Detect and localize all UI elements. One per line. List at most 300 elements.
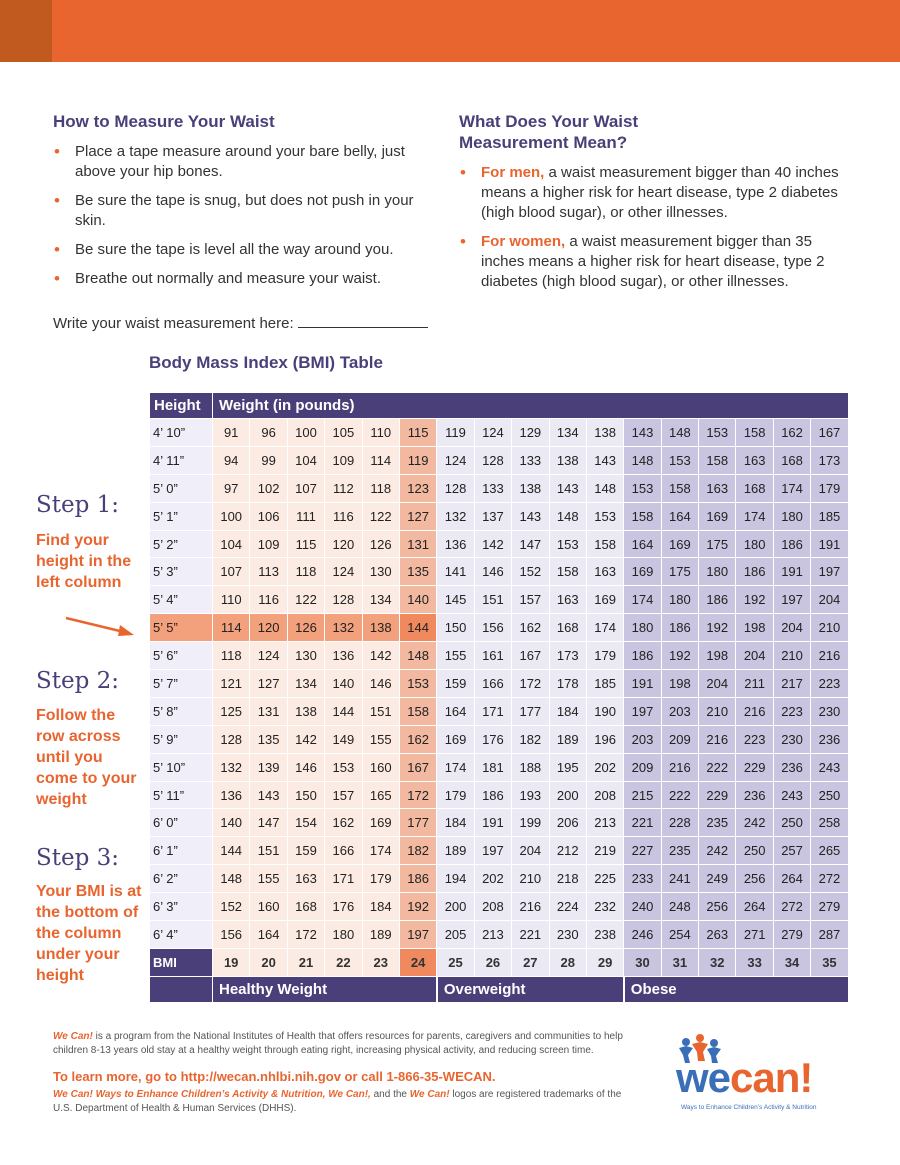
weight-cell: 182 bbox=[399, 837, 436, 865]
arrow-right-icon bbox=[64, 614, 136, 638]
weight-cell: 167 bbox=[512, 642, 549, 670]
weight-cell: 127 bbox=[399, 502, 436, 530]
weight-cell: 158 bbox=[736, 419, 773, 447]
category-label: Obese bbox=[624, 976, 848, 1002]
weight-cell: 166 bbox=[325, 837, 362, 865]
weight-cell: 158 bbox=[661, 474, 698, 502]
weight-cell: 191 bbox=[474, 809, 511, 837]
weight-cell: 163 bbox=[736, 446, 773, 474]
weight-cell: 238 bbox=[586, 921, 623, 949]
weight-cell: 162 bbox=[773, 419, 810, 447]
weight-cell: 263 bbox=[699, 921, 736, 949]
weight-cell: 186 bbox=[661, 614, 698, 642]
weight-cell: 153 bbox=[624, 474, 661, 502]
weight-cell: 203 bbox=[624, 725, 661, 753]
weight-cell: 168 bbox=[773, 446, 810, 474]
table-row bbox=[150, 725, 849, 753]
table-row bbox=[150, 502, 849, 530]
weight-cell: 104 bbox=[213, 530, 250, 558]
weight-cell: 148 bbox=[586, 474, 623, 502]
weight-cell: 229 bbox=[736, 753, 773, 781]
height-cell: 5’ 10” bbox=[150, 753, 213, 781]
height-cell: 6’ 0” bbox=[150, 809, 213, 837]
weight-cell: 210 bbox=[773, 642, 810, 670]
table-row bbox=[150, 642, 849, 670]
weight-cell: 162 bbox=[399, 725, 436, 753]
weight-cell: 240 bbox=[624, 893, 661, 921]
weight-cell: 208 bbox=[474, 893, 511, 921]
weight-cell: 148 bbox=[213, 865, 250, 893]
weight-cell: 110 bbox=[362, 419, 399, 447]
bmi-value: 26 bbox=[474, 948, 511, 976]
weight-cell: 126 bbox=[362, 530, 399, 558]
weight-cell: 140 bbox=[399, 586, 436, 614]
weight-cell: 243 bbox=[811, 753, 848, 781]
measure-item: • Be sure the tape is level all the way around you. bbox=[53, 240, 423, 260]
measure-item: • Place a tape measure around your bare belly, just above your hip bones. bbox=[53, 142, 423, 182]
weight-cell: 138 bbox=[512, 474, 549, 502]
weight-cell: 159 bbox=[287, 837, 324, 865]
height-cell: 6’ 3” bbox=[150, 893, 213, 921]
weight-cell: 164 bbox=[250, 921, 287, 949]
weight-cell: 248 bbox=[661, 893, 698, 921]
weight-cell: 148 bbox=[399, 642, 436, 670]
weight-cell: 179 bbox=[586, 642, 623, 670]
weight-cell: 196 bbox=[586, 725, 623, 753]
weight-cell: 202 bbox=[586, 753, 623, 781]
weight-cell: 116 bbox=[325, 502, 362, 530]
weight-cell: 185 bbox=[811, 502, 848, 530]
weight-cell: 169 bbox=[661, 530, 698, 558]
weight-cell: 186 bbox=[624, 642, 661, 670]
weight-cell: 143 bbox=[549, 474, 586, 502]
step-2-desc: Follow the row across until you come to your weight bbox=[36, 707, 137, 808]
table-row bbox=[150, 809, 849, 837]
weight-cell: 235 bbox=[699, 809, 736, 837]
weight-cell: 147 bbox=[250, 809, 287, 837]
weight-cell: 145 bbox=[437, 586, 474, 614]
weight-cell: 279 bbox=[773, 921, 810, 949]
weight-cell: 115 bbox=[287, 530, 324, 558]
weight-cell: 126 bbox=[287, 614, 324, 642]
weight-cell: 128 bbox=[474, 446, 511, 474]
weight-cell: 116 bbox=[250, 586, 287, 614]
weight-cell: 169 bbox=[586, 586, 623, 614]
weight-cell: 246 bbox=[624, 921, 661, 949]
table-row bbox=[150, 893, 849, 921]
weight-cell: 142 bbox=[287, 725, 324, 753]
bmi-value: 29 bbox=[586, 948, 623, 976]
table-row bbox=[150, 419, 849, 447]
weight-cell: 123 bbox=[399, 474, 436, 502]
bmi-label: BMI bbox=[150, 948, 213, 976]
weight-cell: 210 bbox=[699, 697, 736, 725]
weight-cell: 172 bbox=[287, 921, 324, 949]
weight-cell: 197 bbox=[773, 586, 810, 614]
height-cell: 5’ 9” bbox=[150, 725, 213, 753]
weight-cell: 138 bbox=[586, 419, 623, 447]
weight-cell: 181 bbox=[474, 753, 511, 781]
weight-cell: 136 bbox=[213, 781, 250, 809]
weight-cell: 150 bbox=[287, 781, 324, 809]
step-2-title: Step 2: bbox=[36, 668, 120, 694]
weight-cell: 264 bbox=[773, 865, 810, 893]
footer-text: is a program from the National Institutes of Health that offers resources for parents, caregivers and communities to help children 8-13 years old stay at a healthy weight through eating right, increasing physical activity, and reducing screen time. bbox=[53, 1031, 623, 1056]
weight-cell: 155 bbox=[250, 865, 287, 893]
bmi-value: 25 bbox=[437, 948, 474, 976]
weight-cell: 109 bbox=[250, 530, 287, 558]
weight-cell: 171 bbox=[474, 697, 511, 725]
weight-cell: 136 bbox=[437, 530, 474, 558]
weight-cell: 172 bbox=[399, 781, 436, 809]
weight-cell: 120 bbox=[325, 530, 362, 558]
weight-cell: 114 bbox=[362, 446, 399, 474]
height-cell: 5’ 11” bbox=[150, 781, 213, 809]
weight-cell: 131 bbox=[399, 530, 436, 558]
weight-cell: 148 bbox=[661, 419, 698, 447]
weight-cell: 279 bbox=[811, 893, 848, 921]
weight-cell: 130 bbox=[287, 642, 324, 670]
weight-cell: 208 bbox=[586, 781, 623, 809]
weight-cell: 151 bbox=[250, 837, 287, 865]
table-row bbox=[150, 865, 849, 893]
weight-cell: 190 bbox=[586, 697, 623, 725]
weight-cell: 241 bbox=[661, 865, 698, 893]
bmi-value: 22 bbox=[325, 948, 362, 976]
height-cell: 6’ 1” bbox=[150, 837, 213, 865]
weight-cell: 163 bbox=[549, 586, 586, 614]
weight-cell: 169 bbox=[437, 725, 474, 753]
bmi-table bbox=[149, 392, 849, 1003]
height-cell: 5’ 5” bbox=[150, 614, 213, 642]
weight-cell: 223 bbox=[773, 697, 810, 725]
weight-cell: 175 bbox=[699, 530, 736, 558]
measure-title: How to Measure Your Waist bbox=[53, 112, 275, 131]
weight-cell: 163 bbox=[287, 865, 324, 893]
height-cell: 5’ 3” bbox=[150, 558, 213, 586]
weight-cell: 216 bbox=[811, 642, 848, 670]
weight-cell: 186 bbox=[736, 558, 773, 586]
weight-cell: 191 bbox=[773, 558, 810, 586]
weight-cell: 154 bbox=[287, 809, 324, 837]
bmi-table-title: Body Mass Index (BMI) Table bbox=[149, 353, 383, 372]
step-1-title: Step 1: bbox=[36, 492, 120, 518]
weight-cell: 192 bbox=[736, 586, 773, 614]
weight-cell: 134 bbox=[362, 586, 399, 614]
weight-cell: 152 bbox=[213, 893, 250, 921]
weight-cell: 157 bbox=[512, 586, 549, 614]
weight-cell: 167 bbox=[811, 419, 848, 447]
weight-cell: 158 bbox=[699, 446, 736, 474]
weight-cell: 121 bbox=[213, 670, 250, 698]
height-cell: 4’ 10” bbox=[150, 419, 213, 447]
weight-cell: 144 bbox=[213, 837, 250, 865]
weight-cell: 236 bbox=[773, 753, 810, 781]
weight-cell: 198 bbox=[699, 642, 736, 670]
weight-cell: 243 bbox=[773, 781, 810, 809]
weight-cell: 119 bbox=[399, 446, 436, 474]
weight-cell: 272 bbox=[811, 865, 848, 893]
height-cell: 5’ 8” bbox=[150, 697, 213, 725]
weight-cell: 167 bbox=[399, 753, 436, 781]
weight-cell: 140 bbox=[325, 670, 362, 698]
weight-cell: 142 bbox=[474, 530, 511, 558]
weight-cell: 143 bbox=[250, 781, 287, 809]
category-blank bbox=[150, 976, 213, 1002]
weight-cell: 174 bbox=[437, 753, 474, 781]
weight-cell: 221 bbox=[624, 809, 661, 837]
weight-cell: 254 bbox=[661, 921, 698, 949]
weight-cell: 173 bbox=[811, 446, 848, 474]
weight-cell: 242 bbox=[699, 837, 736, 865]
weight-cell: 146 bbox=[362, 670, 399, 698]
weight-cell: 180 bbox=[773, 502, 810, 530]
weight-cell: 194 bbox=[437, 865, 474, 893]
weight-cell: 236 bbox=[736, 781, 773, 809]
table-row bbox=[150, 670, 849, 698]
weight-cell: 221 bbox=[512, 921, 549, 949]
weight-cell: 249 bbox=[699, 865, 736, 893]
weight-cell: 225 bbox=[586, 865, 623, 893]
weight-cell: 199 bbox=[512, 809, 549, 837]
weight-cell: 130 bbox=[362, 558, 399, 586]
weight-cell: 216 bbox=[661, 753, 698, 781]
weight-cell: 176 bbox=[325, 893, 362, 921]
weight-cell: 106 bbox=[250, 502, 287, 530]
weight-cell: 177 bbox=[512, 697, 549, 725]
weight-cell: 137 bbox=[474, 502, 511, 530]
weight-cell: 176 bbox=[474, 725, 511, 753]
weight-cell: 124 bbox=[474, 419, 511, 447]
weight-cell: 257 bbox=[773, 837, 810, 865]
bmi-value: 21 bbox=[287, 948, 324, 976]
weight-cell: 230 bbox=[773, 725, 810, 753]
weight-cell: 124 bbox=[437, 446, 474, 474]
weight-cell: 169 bbox=[624, 558, 661, 586]
trademark: We Can! Ways to Enhance Children’s Activity & Nutrition, We Can!, and the We Can! logos are registered trademarks of the U.S. Department of Health & Human Services (DHHS). bbox=[53, 1089, 622, 1114]
weight-cell: 132 bbox=[437, 502, 474, 530]
weight-cell: 197 bbox=[474, 837, 511, 865]
weight-cell: 153 bbox=[399, 670, 436, 698]
table-row bbox=[150, 837, 849, 865]
weight-cell: 132 bbox=[325, 614, 362, 642]
height-cell: 4’ 11” bbox=[150, 446, 213, 474]
weight-cell: 119 bbox=[437, 419, 474, 447]
weight-cell: 128 bbox=[325, 586, 362, 614]
bmi-value: 32 bbox=[699, 948, 736, 976]
weight-cell: 105 bbox=[325, 419, 362, 447]
weight-cell: 128 bbox=[437, 474, 474, 502]
weight-cell: 120 bbox=[250, 614, 287, 642]
weight-cell: 163 bbox=[586, 558, 623, 586]
weight-cell: 113 bbox=[250, 558, 287, 586]
weight-cell: 171 bbox=[325, 865, 362, 893]
height-header: Height bbox=[150, 393, 213, 419]
height-cell: 5’ 7” bbox=[150, 670, 213, 698]
bmi-value: 31 bbox=[661, 948, 698, 976]
weight-cell: 138 bbox=[287, 697, 324, 725]
weight-cell: 153 bbox=[325, 753, 362, 781]
weight-cell: 216 bbox=[736, 697, 773, 725]
weight-cell: 134 bbox=[287, 670, 324, 698]
weight-cell: 258 bbox=[811, 809, 848, 837]
weight-cell: 205 bbox=[437, 921, 474, 949]
weight-cell: 192 bbox=[699, 614, 736, 642]
weight-cell: 169 bbox=[699, 502, 736, 530]
weight-cell: 189 bbox=[362, 921, 399, 949]
weight-cell: 148 bbox=[624, 446, 661, 474]
weight-cell: 227 bbox=[624, 837, 661, 865]
weight-cell: 210 bbox=[811, 614, 848, 642]
weight-cell: 186 bbox=[699, 586, 736, 614]
weight-cell: 202 bbox=[474, 865, 511, 893]
men-label: For men, bbox=[481, 164, 545, 181]
weight-cell: 158 bbox=[624, 502, 661, 530]
weight-cell: 204 bbox=[773, 614, 810, 642]
weight-cell: 179 bbox=[437, 781, 474, 809]
weight-cell: 209 bbox=[624, 753, 661, 781]
height-cell: 5’ 1” bbox=[150, 502, 213, 530]
weight-cell: 146 bbox=[474, 558, 511, 586]
weight-cell: 200 bbox=[549, 781, 586, 809]
logo-tagline: Ways to Enhance Children’s Activity & Nutrition bbox=[681, 1104, 817, 1111]
weight-cell: 256 bbox=[699, 893, 736, 921]
weight-cell: 222 bbox=[661, 781, 698, 809]
table-row bbox=[150, 614, 849, 642]
weight-cell: 175 bbox=[661, 558, 698, 586]
weight-cell: 179 bbox=[362, 865, 399, 893]
category-label: Healthy Weight bbox=[213, 976, 437, 1002]
learn-more: To learn more, go to http://wecan.nhlbi.nih.gov or call 1-866-35-WECAN. bbox=[53, 1069, 496, 1084]
weight-cell: 198 bbox=[661, 670, 698, 698]
weight-header: Weight (in pounds) bbox=[213, 393, 849, 419]
weight-cell: 204 bbox=[811, 586, 848, 614]
weight-cell: 122 bbox=[362, 502, 399, 530]
women-label: For women, bbox=[481, 233, 566, 250]
measure-item: • Breathe out normally and measure your waist. bbox=[53, 269, 423, 289]
weight-cell: 131 bbox=[250, 697, 287, 725]
weight-cell: 250 bbox=[773, 809, 810, 837]
weight-cell: 186 bbox=[773, 530, 810, 558]
weight-cell: 209 bbox=[661, 725, 698, 753]
table-row bbox=[150, 586, 849, 614]
weight-cell: 236 bbox=[811, 725, 848, 753]
weight-cell: 100 bbox=[213, 502, 250, 530]
weight-cell: 200 bbox=[437, 893, 474, 921]
weight-cell: 174 bbox=[773, 474, 810, 502]
weight-cell: 143 bbox=[586, 446, 623, 474]
measure-section bbox=[53, 111, 423, 298]
bmi-value: 20 bbox=[250, 948, 287, 976]
weight-cell: 156 bbox=[474, 614, 511, 642]
weight-cell: 211 bbox=[736, 670, 773, 698]
weight-cell: 180 bbox=[699, 558, 736, 586]
bmi-value: 24 bbox=[399, 948, 436, 976]
women-text: a waist measurement bigger than 35 inches means a higher risk for heart disease, type 2 diabetes (high blood sugar), or other illnesses. bbox=[481, 233, 825, 290]
weight-cell: 219 bbox=[586, 837, 623, 865]
weight-cell: 195 bbox=[549, 753, 586, 781]
weight-cell: 143 bbox=[512, 502, 549, 530]
weight-cell: 152 bbox=[512, 558, 549, 586]
weight-cell: 99 bbox=[250, 446, 287, 474]
weight-cell: 112 bbox=[325, 474, 362, 502]
weight-cell: 158 bbox=[586, 530, 623, 558]
weight-cell: 166 bbox=[474, 670, 511, 698]
weight-cell: 148 bbox=[549, 502, 586, 530]
table-row bbox=[150, 781, 849, 809]
weight-cell: 164 bbox=[624, 530, 661, 558]
weight-cell: 250 bbox=[736, 837, 773, 865]
weight-cell: 142 bbox=[362, 642, 399, 670]
weight-cell: 174 bbox=[586, 614, 623, 642]
we-can-logo: wecan! bbox=[676, 1054, 813, 1101]
weight-cell: 287 bbox=[811, 921, 848, 949]
weight-cell: 192 bbox=[661, 642, 698, 670]
weight-cell: 115 bbox=[399, 419, 436, 447]
weight-cell: 107 bbox=[287, 474, 324, 502]
weight-cell: 165 bbox=[362, 781, 399, 809]
weight-cell: 250 bbox=[811, 781, 848, 809]
height-cell: 6’ 2” bbox=[150, 865, 213, 893]
weight-cell: 191 bbox=[624, 670, 661, 698]
weight-cell: 212 bbox=[549, 837, 586, 865]
weight-cell: 133 bbox=[474, 474, 511, 502]
weight-cell: 265 bbox=[811, 837, 848, 865]
weight-cell: 111 bbox=[287, 502, 324, 530]
footer-program bbox=[53, 1030, 633, 1058]
weight-cell: 100 bbox=[287, 419, 324, 447]
weight-cell: 96 bbox=[250, 419, 287, 447]
weight-cell: 185 bbox=[586, 670, 623, 698]
step-3-title: Step 3: bbox=[36, 845, 120, 871]
weight-cell: 129 bbox=[512, 419, 549, 447]
weight-cell: 228 bbox=[661, 809, 698, 837]
weight-cell: 140 bbox=[213, 809, 250, 837]
measure-item: • Be sure the tape is snug, but does not push in your skin. bbox=[53, 191, 423, 231]
weight-cell: 169 bbox=[362, 809, 399, 837]
weight-cell: 109 bbox=[325, 446, 362, 474]
bmi-value: 28 bbox=[549, 948, 586, 976]
weight-cell: 184 bbox=[549, 697, 586, 725]
weight-cell: 204 bbox=[512, 837, 549, 865]
weight-cell: 186 bbox=[399, 865, 436, 893]
weight-cell: 107 bbox=[213, 558, 250, 586]
weight-cell: 141 bbox=[437, 558, 474, 586]
weight-cell: 242 bbox=[736, 809, 773, 837]
weight-cell: 124 bbox=[325, 558, 362, 586]
waist-entry-label: Write your waist measurement here: bbox=[53, 315, 294, 332]
meaning-women bbox=[459, 232, 859, 292]
weight-cell: 223 bbox=[736, 725, 773, 753]
weight-cell: 189 bbox=[437, 837, 474, 865]
table-row bbox=[150, 446, 849, 474]
weight-cell: 192 bbox=[399, 893, 436, 921]
weight-cell: 180 bbox=[736, 530, 773, 558]
height-cell: 5’ 6” bbox=[150, 642, 213, 670]
bmi-value: 23 bbox=[362, 948, 399, 976]
weight-cell: 158 bbox=[549, 558, 586, 586]
bmi-value: 27 bbox=[512, 948, 549, 976]
weight-cell: 179 bbox=[811, 474, 848, 502]
weight-cell: 150 bbox=[437, 614, 474, 642]
weight-cell: 94 bbox=[213, 446, 250, 474]
weight-cell: 134 bbox=[549, 419, 586, 447]
men-text: a waist measurement bigger than 40 inches means a higher risk for heart disease, type 2 diabetes (high blood sugar), or other illnesses. bbox=[481, 164, 839, 221]
weight-cell: 133 bbox=[512, 446, 549, 474]
top-banner-accent bbox=[0, 0, 52, 62]
weight-cell: 210 bbox=[512, 865, 549, 893]
weight-cell: 233 bbox=[624, 865, 661, 893]
